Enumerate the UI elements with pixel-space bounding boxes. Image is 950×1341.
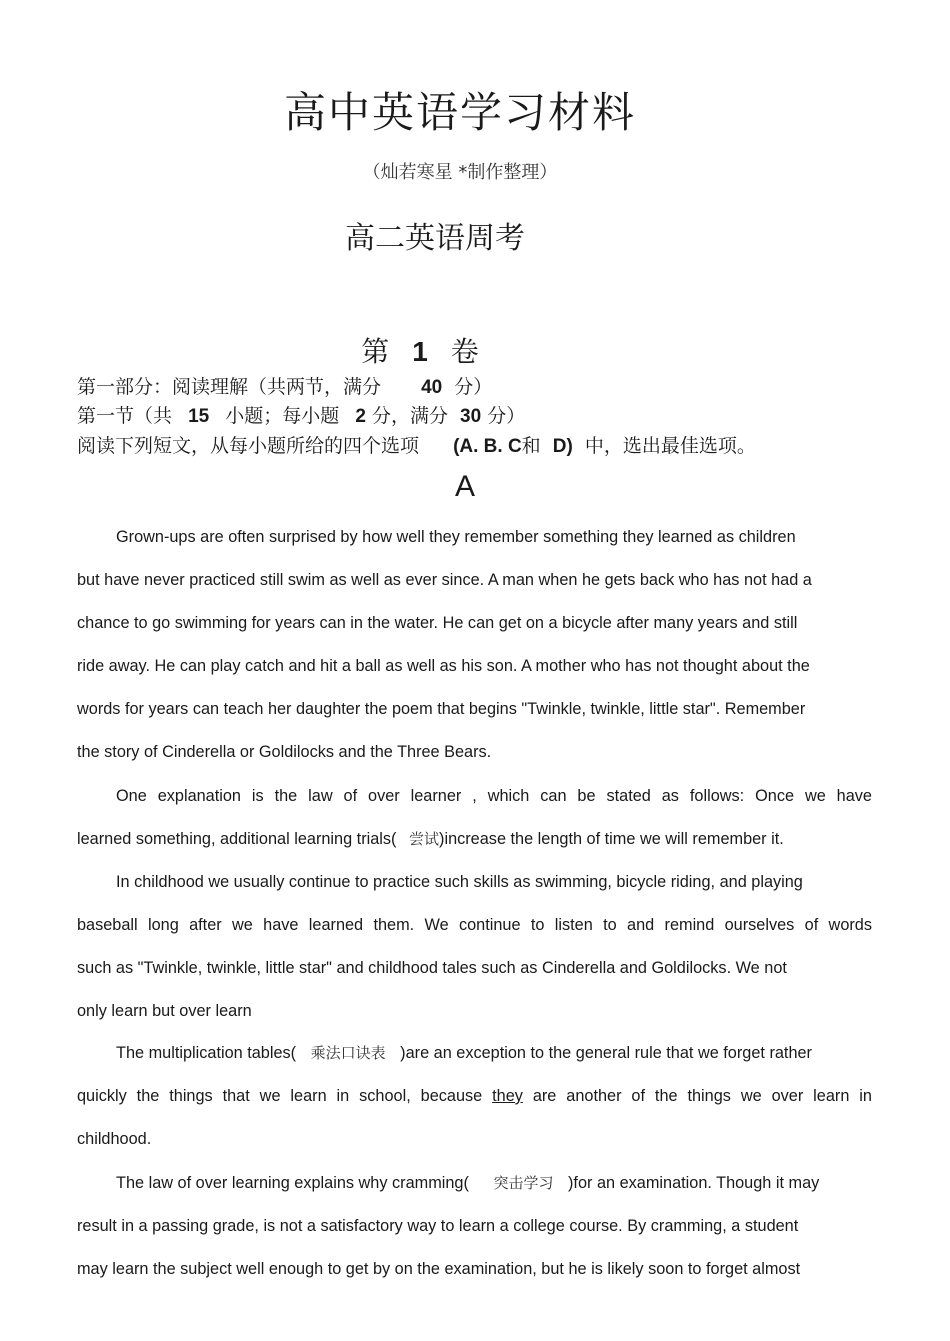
instruction-text: 分，满分 [371,405,448,427]
passage-line: ride away. He can play catch and hit a ball as well as his son. A mother who has not thought about the [77,657,810,675]
volume-post: 卷 [450,335,479,368]
passage-text: The multiplication tables( [116,1044,297,1062]
passage-text: learned something, additional learning trials( [77,830,397,848]
passage-line: In childhood we usually continue to practice such skills as swimming, bicycle riding, and playing [116,873,803,891]
instruction-text: 分） [454,376,493,398]
exam-name: 高二英语周考 [345,221,525,256]
total-score: 40 [421,377,443,398]
passage-text: )increase the length of time we will remember it. [439,830,784,848]
page-subtitle: （灿若寒星 *制作整理） [362,162,558,183]
passage-line [77,1032,872,1075]
passage-text: are another of the things we over learn in [532,1087,872,1105]
volume-heading [0,330,895,370]
passage-line: but have never practiced still swim as well as ever since. A man when he gets back who has not had a [77,571,812,589]
passage-line: only learn but over learn [77,1002,252,1020]
instruction-text: 第一节（共 [77,405,173,427]
passage-line: baseball long after we have learned them. We continue to listen to and remind ourselves of words [77,916,872,934]
passage-paragraph-5 [77,1162,872,1291]
chinese-gloss: 尝试 [409,830,440,848]
volume-number: 1 [412,336,428,367]
instruction-line-2 [77,401,525,428]
question-count: 15 [188,406,210,427]
passage-paragraph-3 [77,861,872,1033]
instruction-text: 和 [521,435,541,457]
instruction-text: 中，选出最佳选项。 [584,435,756,457]
instruction-text: 小题；每小题 [225,405,340,427]
passage-line: the story of Cinderella or Goldilocks and the Three Bears. [77,743,492,761]
volume-pre: 第 [361,335,390,368]
passage-text: quickly the things that we learn in school, because [77,1087,483,1105]
instruction-text: 阅读下列短文，从每小题所给的四个选项 [77,435,420,457]
passage-paragraph-2 [77,775,872,861]
passage-text: )are an exception to the general rule that we forget rather [400,1044,812,1062]
passage-line: One explanation is the law of over learner , which can be stated as follows: Once we have [116,787,872,805]
instruction-text: 分） [487,405,526,427]
passage-line: Grown-ups are often surprised by how well they remember something they learned as children [116,528,796,546]
passage-line: chance to go swimming for years can in the water. He can get on a bicycle after many years and still [77,614,798,632]
passage-line [77,1162,872,1205]
passage-line [77,1075,872,1118]
passage-line: words for years can teach her daughter the poem that begins "Twinkle, twinkle, little star". Remember [77,700,806,718]
page-title: 高中英语学习材料 [283,88,636,137]
options-label: D) [552,436,573,457]
section-label: A [454,470,475,503]
passage-paragraph-1 [77,516,872,774]
passage-paragraph-4 [77,1032,872,1161]
passage-line: may learn the subject well enough to get by on the examination, but he is likely soon to forget almost [77,1260,801,1278]
instruction-text: 第一部分：阅读理解（共两节，满分 [77,376,382,398]
passage-line: such as "Twinkle, twinkle, little star" and childhood tales such as Cinderella and Goldilocks. We not [77,959,787,977]
underlined-word: they [492,1087,523,1105]
options-label: (A. B. C [453,436,522,457]
passage-text: The law of over learning explains why cramming( [116,1174,469,1192]
instruction-line-3 [77,431,756,458]
passage-text: )for an examination. Though it may [568,1174,820,1192]
chinese-gloss: 乘法口诀表 [310,1044,386,1062]
passage-line: childhood. [77,1130,152,1148]
chinese-gloss: 突击学习 [493,1174,554,1192]
section-score: 30 [460,406,482,427]
passage-line: result in a passing grade, is not a satisfactory way to learn a college course. By cramming, a student [77,1217,799,1235]
passage-line [77,818,872,861]
per-question-score: 2 [355,406,366,427]
instruction-line-1 [77,372,492,399]
